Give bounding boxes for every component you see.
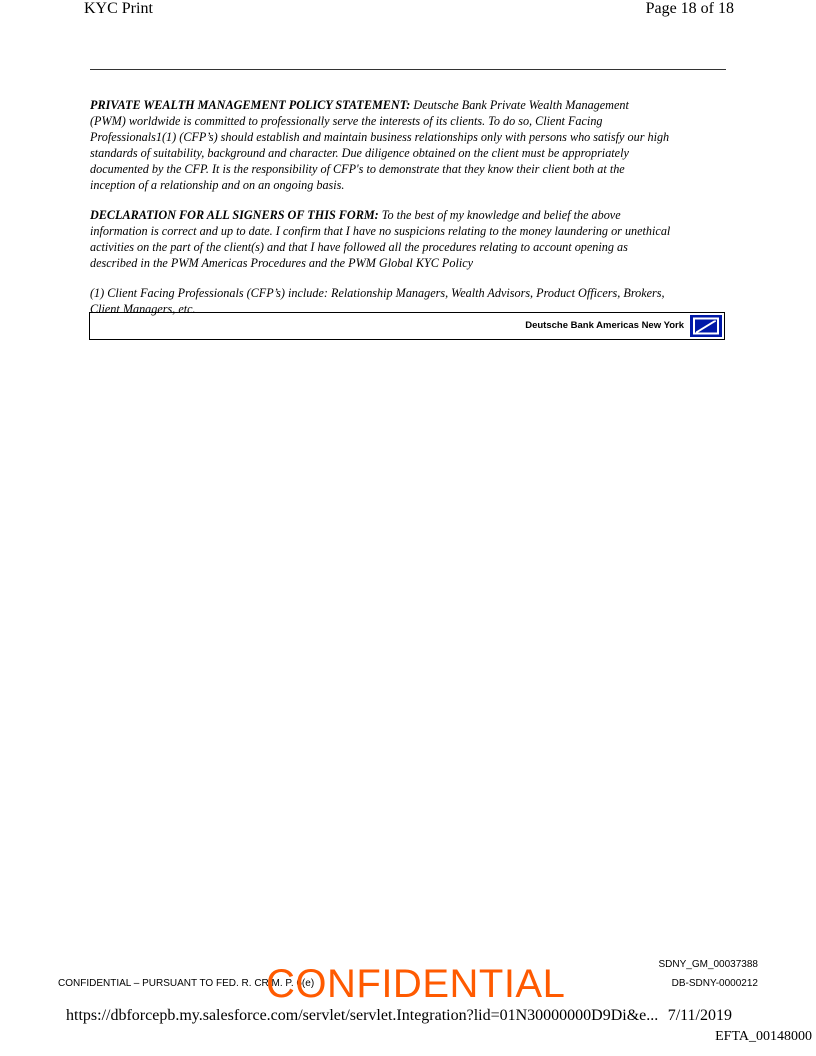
policy-line: Professionals1(1) (CFP’s) should establish and maintain business relationships only with persons who satisfy our high [90, 130, 670, 144]
policy-line: documented by the CFP. It is the responsibility of CFP's to demonstrate that they know their client both at the [90, 162, 625, 176]
policy-line: (PWM) worldwide is committed to professionally serve the interests of its clients. To do so, Client Facing [90, 114, 603, 128]
footnote-line: (1) Client Facing Professionals (CFP’s) include: Relationship Managers, Wealth Advisors, Product Officers, Brokers, [90, 286, 665, 300]
header-divider [90, 69, 726, 70]
bank-branding-box [89, 312, 725, 340]
policy-heading: PRIVATE WEALTH MANAGEMENT POLICY STATEMENT: [90, 98, 411, 112]
policy-line: Deutsche Bank Private Wealth Management [413, 98, 629, 112]
declaration-line: To the best of my knowledge and belief the above [381, 208, 621, 222]
declaration-heading: DECLARATION FOR ALL SIGNERS OF THIS FORM: [90, 208, 379, 222]
policy-line: inception of a relationship and on an ongoing basis. [90, 178, 345, 192]
declaration-line: information is correct and up to date. I confirm that I have no suspicions relating to the money laundering or unethical [90, 224, 671, 238]
footnote-line: Client Managers, etc. [90, 302, 196, 316]
policy-line: standards of suitability, background and character. Due diligence obtained on the client must be appropriately [90, 146, 629, 160]
declaration-statement [90, 207, 732, 271]
print-title: KYC Print [84, 0, 153, 17]
bank-name: Deutsche Bank Americas New York [525, 320, 684, 331]
confidential-notice: CONFIDENTIAL – PURSUANT TO FED. R. CRIM. P. 6(e) [58, 978, 315, 989]
efta-number: EFTA_00148000 [715, 1029, 812, 1044]
sdny-bates-number: SDNY_GM_00037388 [658, 959, 758, 970]
db-bates-number: DB-SDNY-0000212 [671, 978, 758, 989]
print-date: 7/11/2019 [667, 1007, 732, 1024]
page-number: Page 18 of 18 [645, 0, 734, 17]
policy-statement [90, 97, 732, 193]
deutsche-bank-logo-icon [688, 314, 724, 338]
declaration-line: described in the PWM Americas Procedures and the PWM Global KYC Policy [90, 256, 474, 270]
source-url: https://dbforcepb.my.salesforce.com/servlet/servlet.Integration?lid=01N30000000D9Di&e... [66, 1007, 659, 1024]
confidential-stamp: CONFIDENTIAL [266, 962, 566, 1006]
declaration-line: activities on the part of the client(s) and that I have followed all the procedures relating to account opening as [90, 240, 628, 254]
